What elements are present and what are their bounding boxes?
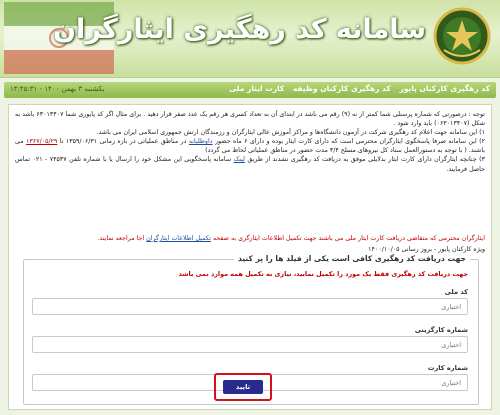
- site-title: سامانه کد رهگیری ایثارگران: [53, 14, 426, 45]
- submit-button[interactable]: تایید: [223, 380, 263, 394]
- note-item-1: ۱) این سامانه جهت اعلام کد رهگیری شرکت در آزمون دانشگاه‌ها و مراکز آموزش عالی ایثارگران و رزمندگان ارتش جمهوری اسلامی ایران می باشد.: [96, 129, 485, 137]
- nav-link-vazifeh[interactable]: کد رهگیری کارکنان وظیفه: [292, 84, 391, 93]
- content-card: [8, 104, 492, 410]
- note-intro: توجه : درصورتی که شماره پرسنلی شما کمتر از نه (۹) رقم می باشد در ابتدای آن به تعداد کسری هر رقم یک عدد صفر قرار دهید . برای مثال اگر کد پایوری شما ۶۳۰۱۳۴۰۷ باشد به شکل (۰۶۳۰۱۳۴۰۷) باید وارد شود .: [15, 111, 486, 128]
- end-date-highlight: ۱۳۶۷/۰۵/۲۹: [26, 138, 58, 146]
- voluntary-highlight: داوطلبانه: [188, 138, 213, 146]
- header-banner: [0, 0, 500, 78]
- nav-link-payvar[interactable]: کد رهگیری کارکنان پایور: [399, 84, 490, 93]
- army-emblem-icon: [432, 6, 492, 66]
- isar-card-notice: ایثارگران محترمی که متقاضی دریافت کارت ایثار ملی می باشند جهت تکمیل اطلاعات ایثارگری به صفحه تکمیل اطلاعات ایثارگران اجا مراجعه نمایند.: [97, 235, 485, 242]
- nav-bar: [4, 82, 496, 98]
- card-number-label: شماره کارت: [427, 364, 468, 372]
- personnel-number-label: شماره کارگزینی: [414, 326, 468, 334]
- instructions: [15, 110, 485, 174]
- personnel-number-input[interactable]: [32, 336, 468, 353]
- national-code-input[interactable]: [32, 298, 468, 315]
- current-date: یکشنبه ۳ بهمن ۱۴۰۰ - ۱۴:۴۵:۳۱: [10, 85, 105, 93]
- submit-highlight-box: [214, 373, 272, 401]
- nav-links: [223, 84, 490, 93]
- nav-link-isar-card[interactable]: کارت ایثار ملی: [229, 84, 285, 93]
- form-legend: جهت دریافت کد رهگیری کافی است یکی از فیلد ها را پر کنید: [234, 254, 470, 263]
- national-code-label: کد ملی: [444, 288, 468, 296]
- note-item-3: ۳) چنانچه ایثارگران دارای کارت ایثار بدلایلی موفق به دریافت کد رهگیری نشدند از طریق لینک سامانه پاسخگویی این مشکل خود را ارسال یا با شماره تلفن ۷۴۵۳۷ - ۰۲۱ تماس حاصل فرمایند.: [15, 156, 486, 173]
- note-item-2: ۲) این سامانه صرفا پاسخگوی ایثارگران محترمی است که دارای کارت ایثار بوده و دارای ۶ ماه حضور داوطلبانه در مناطق عملیاتی در بازه زمانی ۱۳۵۹/۰۶/۳۱ تا ۱۳۶۷/۰۵/۲۹ می باشند. ( با توجه به دستورالعمل ستاد کل نیروهای مسلح ۳/۴ مدت حضور در مناطق عملیاتی لحاظ می گردد): [15, 138, 485, 155]
- complete-info-link[interactable]: تکمیل اطلاعات ایثارگران: [146, 235, 212, 242]
- support-link[interactable]: لینک: [233, 156, 245, 164]
- update-info: ویژه کارکنان پایور - بروز رسانی ۱۴۰۰/۱۰/۰۵: [368, 246, 485, 253]
- form-warning: جهت دریافت کد رهگیری فقط یک مورد را تکمیل نمایید، نیازی به تکمیل همه موارد نمی باشد: [178, 270, 468, 278]
